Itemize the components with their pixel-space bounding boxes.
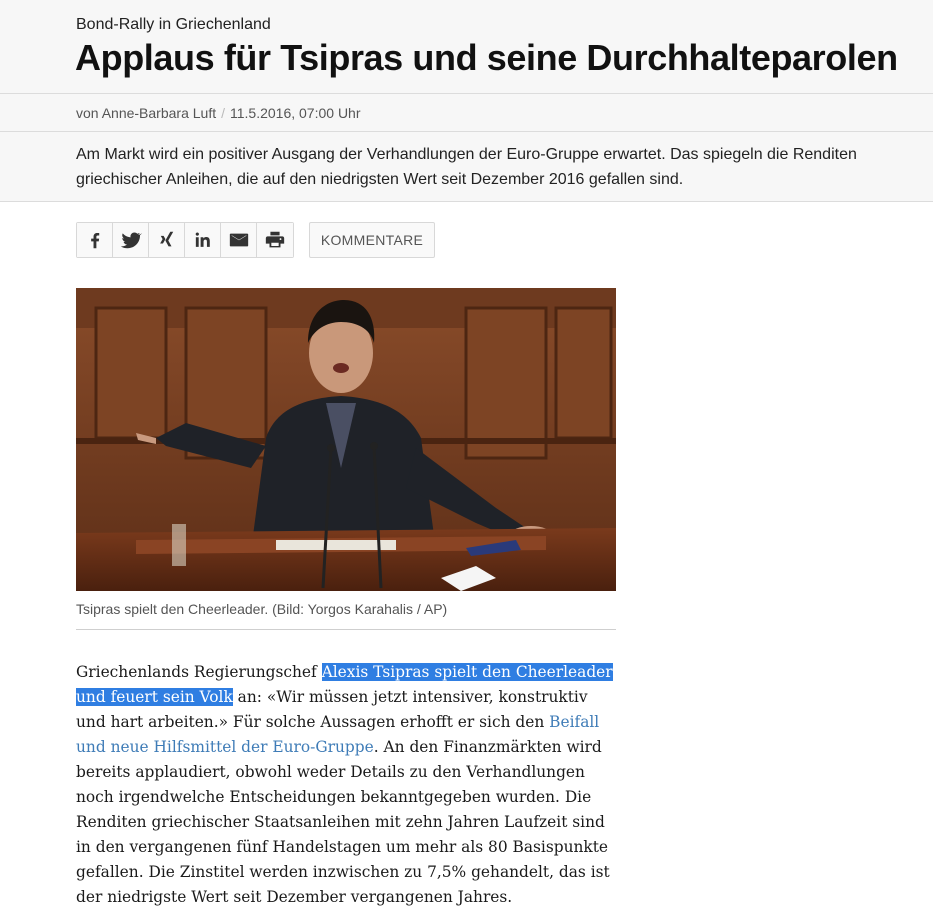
paragraph-text-end: . An den Finanzmärkten wird bereits applaudiert, obwohl weder Details zu den Verhandlungen noch irgendwelche Entscheidungen bekanntgegeben wurden. Die Renditen griechischer Staatsanleihen mit zehn Jahren Laufzeit sind in den vergangenen fünf Handelstagen um mehr als 80 Basispunkte gefallen. Die Zinstitel werden inzwischen zu 7,5% gehandelt, das ist der niedrigste Wert seit Dezember vergangenen Jahres. xyxy=(76,738,610,906)
linkedin-icon xyxy=(192,229,214,251)
article-title: Applaus für Tsipras und seine Durchhalteparolen xyxy=(75,37,898,78)
share-facebook-button[interactable] xyxy=(77,223,113,257)
publish-date: 11.5.2016, 07:00 Uhr xyxy=(230,105,361,121)
comments-button[interactable]: KOMMENTARE xyxy=(309,222,435,258)
article-header xyxy=(0,0,933,94)
inline-link-euro-gruppe[interactable]: Beifall und neue Hilfsmittel der Euro-Gruppe xyxy=(76,713,600,756)
byline-prefix: von xyxy=(76,105,99,121)
article-kicker: Bond-Rally in Griechenland xyxy=(76,16,271,33)
facebook-icon xyxy=(84,229,106,251)
article-paragraph xyxy=(76,660,621,910)
author-link[interactable]: Anne-Barbara Luft xyxy=(101,105,217,121)
photo-caption: Tsipras spielt den Cheerleader. (Bild: Yorgos Karahalis / AP) xyxy=(76,601,616,630)
share-mail-button[interactable] xyxy=(221,223,257,257)
share-xing-button[interactable] xyxy=(149,223,185,257)
article-photo xyxy=(76,288,616,591)
byline-separator: / xyxy=(221,105,225,121)
mail-icon xyxy=(228,229,250,251)
paragraph-text-start: Griechenlands Regierungschef xyxy=(76,663,322,681)
share-bar xyxy=(76,222,294,258)
share-twitter-button[interactable] xyxy=(113,223,149,257)
article-lead xyxy=(0,132,933,202)
selected-text: Alexis Tsipras spielt den Cheerleader und feuert sein Volk xyxy=(76,663,613,706)
print-button[interactable] xyxy=(257,223,293,257)
byline xyxy=(0,94,933,132)
lead-text: Am Markt wird ein positiver Ausgang der Verhandlungen der Euro-Gruppe erwartet. Das spiegeln die Renditen griechischer Anleihen, die auf den niedrigsten Wert seit Dezember 2016 gefallen sind. xyxy=(76,146,857,188)
print-icon xyxy=(264,229,286,251)
xing-icon xyxy=(156,229,178,251)
twitter-icon xyxy=(120,229,142,251)
paragraph-text-mid: an: «Wir müssen jetzt intensiver, konstruktiv und hart arbeiten.» Für solche Aussagen erhofft er sich den xyxy=(76,688,588,731)
share-linkedin-button[interactable] xyxy=(185,223,221,257)
tsipras-speech-photo xyxy=(76,288,616,591)
